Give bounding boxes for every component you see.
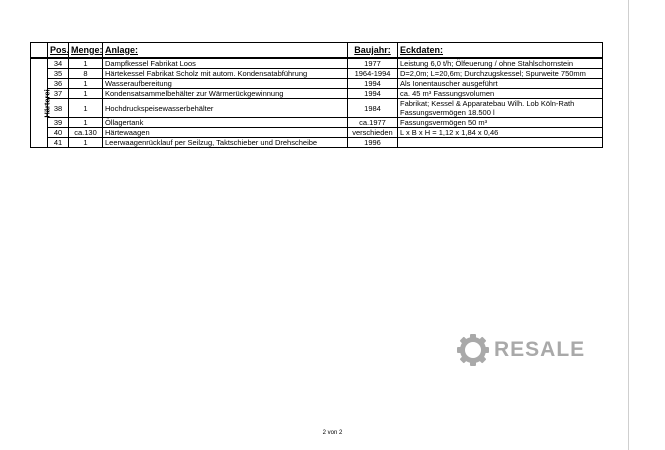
cell-anlage: Wasseraufbereitung	[103, 79, 348, 89]
cell-baujahr: 1984	[348, 99, 398, 118]
eckdaten-line: Fabrikat; Kessel & Apparatebau Wilh. Lob Köln-Rath	[400, 99, 575, 108]
cell-menge: 1	[69, 99, 103, 118]
logo-text: RESALE	[494, 338, 586, 361]
cell-eckdaten: ca. 45 m³ Fassungsvolumen	[398, 89, 603, 99]
cell-pos: 34	[48, 58, 69, 69]
cell-eckdaten	[398, 99, 603, 118]
page-number: 2 von 2	[322, 430, 343, 436]
table-row	[31, 99, 603, 118]
cell-menge: ca.130	[69, 128, 103, 138]
cell-baujahr: 1964-1994	[348, 69, 398, 79]
table-row	[31, 128, 603, 138]
cell-eckdaten: Fassungsvermögen 50 m³	[398, 118, 603, 128]
cell-eckdaten	[398, 138, 603, 148]
cell-eckdaten: Leistung 6,0 t/h; Ölfeuerung / ohne Stahlschornstein	[398, 58, 603, 69]
cell-eckdaten: L x B x H = 1,12 x 1,84 x 0,46	[398, 128, 603, 138]
cell-baujahr: 1996	[348, 138, 398, 148]
group-label-cell	[31, 58, 52, 148]
cell-baujahr: 1977	[348, 58, 398, 69]
cell-menge: 1	[69, 138, 103, 148]
cell-menge: 1	[69, 89, 103, 99]
cell-anlage: Leerwaagenrücklauf per Seilzug, Taktschieber und Drehscheibe	[103, 138, 348, 148]
cell-pos: 38	[48, 99, 69, 118]
header-baujahr: Baujahr:	[348, 43, 398, 59]
cell-anlage: Öllagertank	[103, 118, 348, 128]
cell-baujahr: verschieden	[348, 128, 398, 138]
cell-pos: 36	[48, 79, 69, 89]
cell-pos: 40	[48, 128, 69, 138]
page-edge-line	[628, 0, 629, 450]
eckdaten-line: Fassungsvermögen 18.500 l	[400, 108, 495, 117]
cell-menge: 1	[69, 118, 103, 128]
cell-menge: 1	[69, 79, 103, 89]
cell-anlage: Hochdruckspeisewasserbehälter	[103, 99, 348, 118]
table-row	[31, 89, 603, 99]
header-menge: Menge:	[69, 43, 103, 59]
cell-pos: 39	[48, 118, 69, 128]
cell-menge: 1	[69, 58, 103, 69]
table-row	[31, 69, 603, 79]
cell-baujahr: ca.1977	[348, 118, 398, 128]
cell-eckdaten: D=2,0m; L=20,6m; Durchzugskessel; Spurweite 750mm	[398, 69, 603, 79]
inventory-table	[30, 42, 603, 148]
cell-pos: 41	[48, 138, 69, 148]
gear-icon	[456, 333, 490, 367]
cell-anlage: Härtekessel Fabrikat Scholz mit autom. Kondensatabführung	[103, 69, 348, 79]
cell-pos: 35	[48, 69, 69, 79]
header-pos: Pos.	[48, 43, 69, 59]
cell-baujahr: 1994	[348, 89, 398, 99]
header-blank-cell	[31, 43, 48, 59]
cell-pos: 37	[48, 89, 69, 99]
cell-anlage: Kondensatsammelbehälter zur Wärmerückgewinnung	[103, 89, 348, 99]
table-row	[31, 138, 603, 148]
group-label: Härterei	[42, 88, 52, 118]
cell-baujahr: 1994	[348, 79, 398, 89]
resale-logo	[456, 333, 585, 367]
cell-menge: 8	[69, 69, 103, 79]
table-row	[31, 118, 603, 128]
cell-eckdaten: Als Ionentauscher ausgeführt	[398, 79, 603, 89]
cell-anlage: Dampfkessel Fabrikat Loos	[103, 58, 348, 69]
table-row	[31, 58, 603, 69]
table-header-row	[31, 43, 603, 59]
header-eckdaten: Eckdaten:	[398, 43, 603, 59]
header-anlage: Anlage:	[103, 43, 348, 59]
cell-anlage: Härtewaagen	[103, 128, 348, 138]
table-row	[31, 79, 603, 89]
